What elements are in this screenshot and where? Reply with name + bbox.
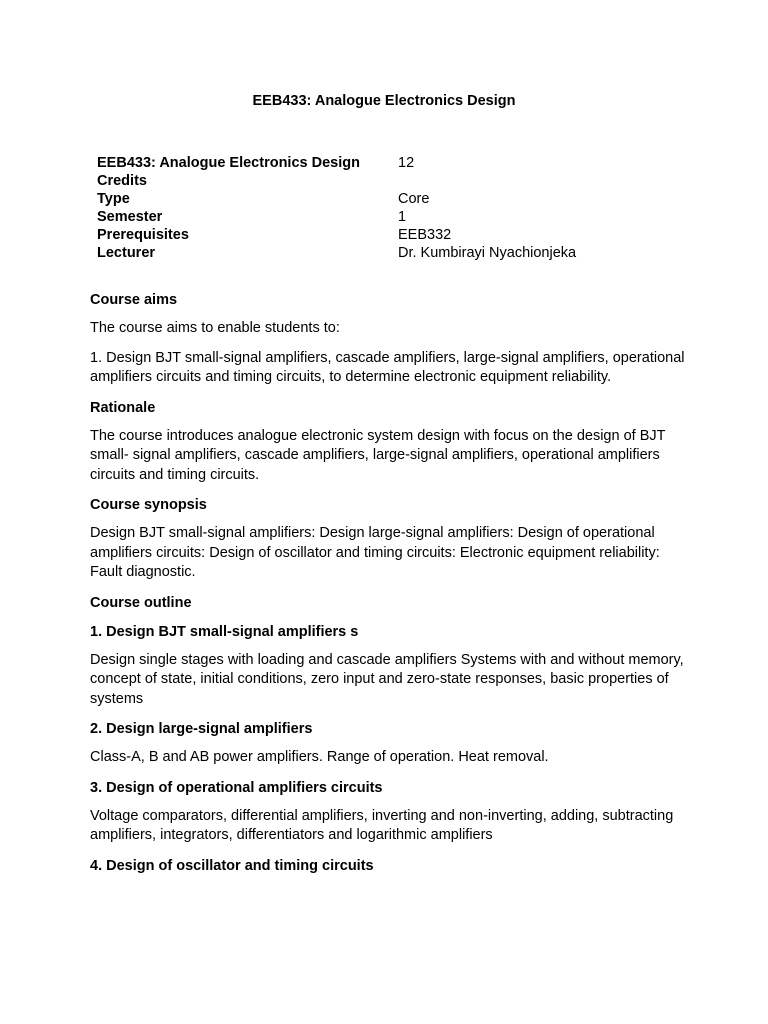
info-value: 1 <box>398 209 407 225</box>
info-label: Prerequisites <box>97 227 189 243</box>
topic-heading: 2. Design large-signal amplifiers <box>90 721 313 737</box>
info-label: EEB433: Analogue Electronics Design <box>97 155 360 171</box>
paragraph: The course aims to enable students to: <box>90 320 340 336</box>
section-heading: Course synopsis <box>90 497 207 513</box>
section-rationale <box>90 398 690 486</box>
paragraph: 1. Design BJT small-signal amplifiers, cascade amplifiers, large-signal amplifiers, operational amplifiers circuits and timing circuits, to determine electronic equipment reliability. <box>90 349 685 385</box>
info-value: 12 <box>398 155 415 171</box>
topic-heading: 3. Design of operational amplifiers circuits <box>90 779 383 796</box>
info-value: Dr. Kumbirayi Nyachionjeka <box>398 245 577 261</box>
section-heading: Course outline <box>90 594 192 611</box>
info-row-credits <box>97 172 576 190</box>
info-value: Core <box>398 191 430 207</box>
section-heading: Course aims <box>90 292 178 308</box>
paragraph: The course introduces analogue electronic system design with focus on the design of BJT small- signal amplifiers, cascade amplifiers, large-signal amplifiers, operational amplifiers circuits and timing circuits. <box>90 427 666 483</box>
section-heading: Rationale <box>90 399 156 416</box>
info-value <box>398 172 576 190</box>
info-label: Semester <box>97 209 163 225</box>
info-value: EEB332 <box>398 227 452 243</box>
info-label: Type <box>97 191 130 207</box>
course-info-table <box>97 154 576 262</box>
paragraph: Voltage comparators, differential amplifiers, inverting and non-inverting, adding, subtracting amplifiers, integrators, differentiators and logarithmic amplifiers <box>90 807 674 843</box>
document-title: EEB433: Analogue Electronics Design <box>252 93 516 109</box>
section-course-aims <box>90 290 690 388</box>
paragraph: Class-A, B and AB power amplifiers. Range of operation. Heat removal. <box>90 749 549 765</box>
topic-heading: 4. Design of oscillator and timing circuits <box>90 857 374 874</box>
info-row-type <box>97 190 576 208</box>
info-label: Credits <box>97 173 147 189</box>
section-course-outline <box>90 593 690 876</box>
info-row-course <box>97 154 576 172</box>
document-body <box>90 290 690 885</box>
info-row-prerequisites <box>97 226 576 244</box>
paragraph: Design BJT small-signal amplifiers: Design large-signal amplifiers: Design of operational amplifiers circuits: Design of oscillator and timing circuits: Electronic equipment reliability: Fault diagnostic. <box>90 525 660 580</box>
paragraph: Design single stages with loading and cascade amplifiers Systems with and without memory, concept of state, initial conditions, zero input and zero-state responses, basic properties of systems <box>90 651 684 707</box>
topic-heading: 1. Design BJT small-signal amplifiers s <box>90 623 359 640</box>
info-row-semester <box>97 208 576 226</box>
info-label: Lecturer <box>97 245 156 261</box>
info-row-lecturer <box>97 244 576 262</box>
section-course-synopsis <box>90 495 690 583</box>
